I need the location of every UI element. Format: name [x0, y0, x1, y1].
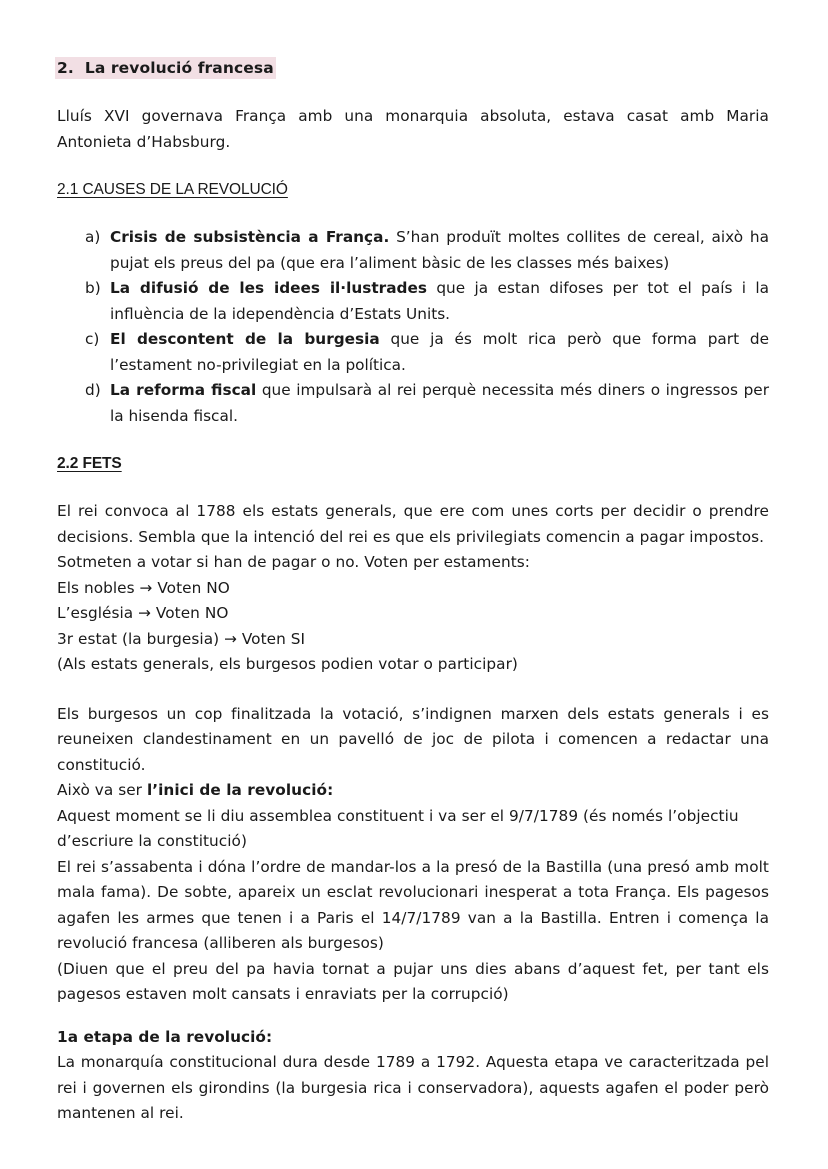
spacer	[57, 1008, 769, 1025]
fets-paragraph-5: Aquest moment se li diu assemblea constituent i va ser el 9/7/1789 (és només l’objectiu d’escriure la constitució)	[57, 806, 739, 850]
fets-paragraph-8: La monarquía constitucional dura desde 1789 a 1792. Aquesta etapa ve caracteritzada pel rei i governen els girondins (la burgesia rica i conservadora), aquests agafen el poder però mantenen al rei.	[57, 1053, 769, 1122]
spacer	[57, 429, 769, 453]
stage-heading-text: 1a etapa de la revolució:	[57, 1027, 273, 1046]
list-item-body	[110, 381, 769, 425]
list-item-bold-lead: La reforma fiscal	[110, 381, 257, 399]
revolution-start-prefix: Això va ser	[57, 781, 147, 799]
vote-note: (Als estats generals, els burgesos podien votar o participar)	[57, 655, 518, 673]
intro-paragraph: Lluís XVI governava França amb una monarquia absoluta, estava casat amb Maria Antonieta d’Habsburg.	[57, 107, 769, 151]
document-content	[57, 0, 769, 1127]
fets-paragraph-3: Els burgesos un cop finalitzada la votació, s’indignen marxen dels estats generals i es reuneixen clandestinament en un pavelló de joc de pilota i comencen a redactar una constitució.	[57, 704, 769, 774]
section-heading-fets-text: 2.2 FETS	[57, 455, 122, 472]
list-item	[57, 225, 769, 276]
spacer	[57, 201, 769, 225]
spacer	[57, 475, 769, 499]
page-title-text: La revolució francesa	[84, 59, 274, 77]
list-item-bold-lead: El descontent de la burgesia	[110, 330, 380, 348]
vote-line-church: L’església → Voten NO	[57, 604, 229, 622]
list-item-rest: que ja estan difoses per tot el país i la influència de la idependència d’Estats Units.	[110, 279, 769, 323]
section-heading-causes-text: 2.1 CAUSES DE LA REVOLUCIÓ	[57, 181, 288, 198]
fets-paragraph-1: El rei convoca al 1788 els estats generals, que ere com unes corts per decidir o prendre decisions. Sembla que la intenció del rei es que els privilegiats comencin a pagar impostos.	[57, 502, 769, 546]
list-item	[57, 327, 769, 378]
revolution-start-bold: l’inici de la revolució:	[146, 781, 334, 799]
list-item-rest: que impulsarà al rei perquè necessita més diners o ingressos per la hisenda fiscal.	[110, 381, 769, 425]
list-item-body	[110, 330, 769, 374]
spacer	[57, 678, 769, 702]
page-title	[57, 0, 769, 80]
list-item-marker: c)	[85, 330, 100, 348]
fets-paragraph-2: Sotmeten a votar si han de pagar o no. Voten per estaments:	[57, 553, 530, 571]
list-item-marker: b)	[85, 279, 101, 297]
list-item-marker: d)	[85, 381, 101, 399]
list-item	[57, 276, 769, 327]
list-item	[57, 378, 769, 429]
revolution-start-line	[57, 778, 769, 804]
page-title-highlight	[57, 59, 274, 77]
stage-heading	[57, 1025, 769, 1051]
spacer	[57, 80, 769, 104]
page-title-number: 2.	[57, 59, 74, 77]
causes-list	[57, 225, 769, 429]
list-item-body	[110, 279, 769, 323]
list-item-body	[110, 228, 769, 272]
list-item-rest: S’han produït moltes collites de cereal, això ha pujat els preus del pa (que era l’aliment bàsic de les classes més baixes)	[110, 228, 770, 272]
spacer	[57, 155, 769, 179]
fets-paragraph-7: (Diuen que el preu del pa havia tornat a pujar uns dies abans d’aquest fet, per tant els pagesos estaven molt cansats i enraviats per la corrupció)	[57, 959, 769, 1003]
list-item-rest: que ja és molt rica però que forma part de l’estament no-privilegiat en la política.	[110, 330, 769, 374]
section-heading-fets	[57, 453, 769, 475]
fets-paragraph-6: El rei s’assabenta i dóna l’ordre de mandar-los a la presó de la Bastilla (una presó amb molt mala fama). De sobte, apareix un esclat revolucionari inesperat a tota França. Els pagesos agafen les armes que tenen i a Paris el 14/7/1789 van a la Bastilla. Entren i comença la revolució francesa (alliberen als burgesos)	[57, 857, 769, 952]
list-item-bold-lead: La difusió de les idees il·lustrades	[110, 279, 427, 297]
section-heading-causes	[57, 179, 769, 201]
list-item-marker: a)	[85, 228, 101, 246]
list-item-bold-lead: Crisis de subsistència a França.	[110, 228, 390, 246]
vote-line-nobles: Els nobles → Voten NO	[57, 578, 230, 597]
vote-line-third-estate: 3r estat (la burgesia) → Voten SI	[57, 629, 306, 648]
